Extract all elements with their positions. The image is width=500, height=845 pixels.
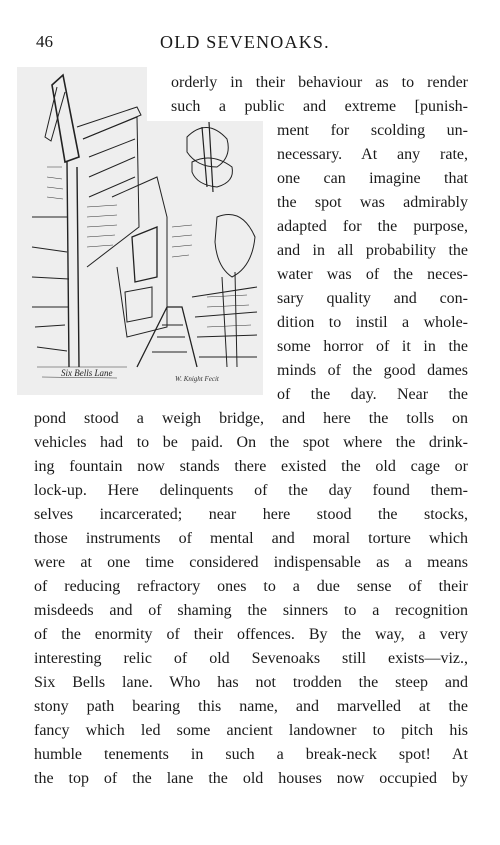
text-line: selves incarcerated; near here stood the stocks, <box>34 506 468 523</box>
running-title: OLD SEVENOAKS. <box>160 32 330 52</box>
text-line: Six Bells lane. Who has not trodden the steep and <box>34 674 468 691</box>
text-line: some horror of it in the <box>277 338 468 355</box>
illustration-caption: Six Bells Lane <box>61 368 113 378</box>
text-line: fancy which led some ancient landowner to pitch his <box>34 722 468 739</box>
text-line: sary quality and con- <box>277 290 468 307</box>
text-line: orderly in their behaviour as to render <box>171 74 468 91</box>
text-line: pond stood a weigh bridge, and here the tolls on <box>34 410 468 427</box>
text-line: minds of the good dames <box>277 362 468 379</box>
text-line: one can imagine that <box>277 170 468 187</box>
text-line: humble tenements in such a break-neck spot! At <box>34 746 468 763</box>
text-line: were at one time considered indispensable as a means <box>34 554 468 571</box>
text-line: lock-up. Here delinquents of the day found them- <box>34 482 468 499</box>
text-line: such a public and extreme [punish- <box>171 98 468 115</box>
text-line: adapted for the purpose, <box>277 218 468 235</box>
text-line: interesting relic of old Sevenoaks still exists—viz., <box>34 650 468 667</box>
text-line: vehicles had to be paid. On the spot where the drink- <box>34 434 468 451</box>
text-line: water was of the neces- <box>277 266 468 283</box>
text-line: ment for scolding un- <box>277 122 468 139</box>
text-line: and in all probability the <box>277 242 468 259</box>
page-number: 46 <box>36 32 53 51</box>
text-line: dition to instil a whole- <box>277 314 468 331</box>
text-line: of the day. Near the <box>277 386 468 403</box>
page-header <box>36 30 470 54</box>
artist-signature: W. Knight Fecit <box>175 375 219 383</box>
text-line: stony path bearing this name, and marvelled at the <box>34 698 468 715</box>
text-line: ing fountain now stands there existed the old cage or <box>34 458 468 475</box>
text-line: those instruments of mental and moral torture which <box>34 530 468 547</box>
text-line: necessary. At any rate, <box>277 146 468 163</box>
text-line: the top of the lane the old houses now occupied by <box>34 770 468 787</box>
text-line: misdeeds and of shaming the sinners to a recognition <box>34 602 468 619</box>
text-line: the spot was admirably <box>277 194 468 211</box>
text-line: of the enormity of their offences. By the way, a very <box>34 626 468 643</box>
text-line: of reducing refractory ones to a due sense of their <box>34 578 468 595</box>
